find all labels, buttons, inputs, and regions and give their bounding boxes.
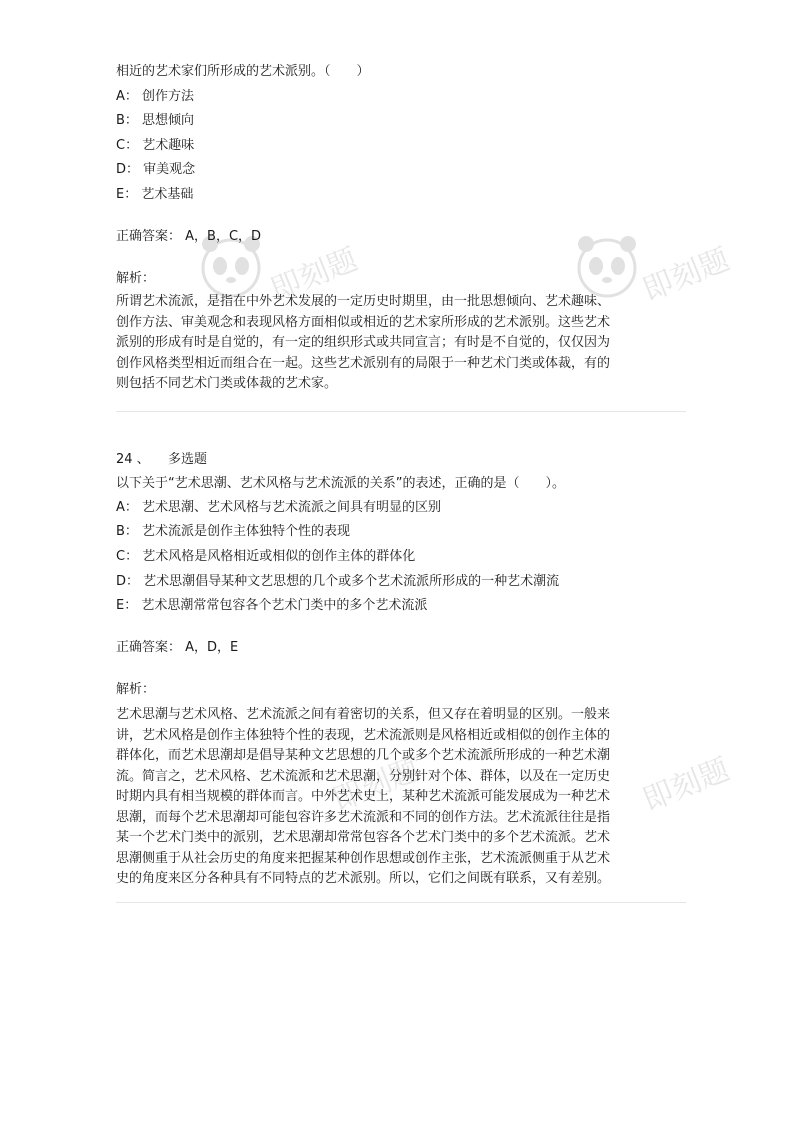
q24-analysis-line: 流。简言之，艺术风格、艺术流派和艺术思潮，分别针对个体、群体，以及在一定历史 <box>116 768 611 784</box>
q24-analysis-label: 解析： <box>116 682 156 697</box>
q24-type: 多选题 <box>167 452 207 467</box>
q24-answer: 正确答案： A，D，E <box>116 640 239 655</box>
q23-option-e: E： 艺术基础 <box>116 187 194 202</box>
q24-option-a: A： 艺术思潮、艺术风格与艺术流派之间具有明显的区别 <box>116 500 442 515</box>
q24-stem: 以下关于“艺术思潮、艺术风格与艺术流派的关系”的表述，正确的是（ ）。 <box>116 476 565 491</box>
q24-analysis-line: 思潮侧重于从社会历史的角度来把握某种创作思想或创作主张，艺术流派侧重于从艺术 <box>116 850 611 866</box>
q24-header <box>116 452 207 468</box>
q24-option-c: C： 艺术风格是风格相近或相似的创作主体的群体化 <box>116 549 416 564</box>
q24-analysis <box>116 705 682 890</box>
q24-analysis-line: 某一个艺术门类中的派别，艺术思潮却常常包容各个艺术门类中的多个艺术流派。艺术 <box>116 830 611 845</box>
q23-option-c: C： 艺术趣味 <box>116 138 195 153</box>
divider <box>116 411 686 412</box>
q23-option-a: A： 创作方法 <box>116 89 195 104</box>
q24-analysis-line: 时期内具有相当规模的群体而言。中外艺术史上，某种艺术流派可能发展成为一种艺术 <box>116 789 611 804</box>
q23-analysis-line: 所谓艺术流派，是指在中外艺术发展的一定历史时期里，由一批思想倾向、艺术趣味、 <box>116 294 611 309</box>
q24-analysis-line: 群体化，而艺术思潮却是倡导某种文艺思想的几个或多个艺术流派所形成的一种艺术潮 <box>116 748 611 763</box>
q24-number: 24 、 <box>116 452 150 467</box>
watermark-text: 即刻题 <box>266 242 363 309</box>
q24-option-d: D： 艺术思潮倡导某种文艺思想的几个或多个艺术流派所形成的一种艺术潮流 <box>116 574 560 589</box>
q23-analysis-label: 解析： <box>116 271 156 286</box>
q23-analysis-line: 创作风格类型相近而组合在一起。这些艺术派别有的局限于一种艺术门类或体裁，有的 <box>116 355 611 371</box>
q24-analysis-line: 史的角度来区分各种具有不同特点的艺术派别。所以，它们之间既有联系，又有差别。 <box>116 871 611 886</box>
divider <box>116 902 686 903</box>
q24-analysis-line: 思潮，而每个艺术思潮却可能包容许多艺术流派和不同的创作方法。艺术流派往往是指 <box>116 809 611 825</box>
q23-stem-tail: 相近的艺术家们所形成的艺术派别。（ ） <box>116 64 370 79</box>
q23-answer: 正确答案： A，B，C，D <box>116 229 262 244</box>
q23-analysis-line: 则包括不同艺术门类或体裁的艺术家。 <box>116 376 338 391</box>
q23-analysis-line: 创作方法、审美观念和表现风格方面相似或相近的艺术家所形成的艺术派别。这些艺术 <box>116 314 611 330</box>
q23-option-d: D： 审美观念 <box>116 162 196 177</box>
watermark-text: 即刻题 <box>638 242 735 309</box>
q23-analysis <box>116 292 682 395</box>
watermark-text: 即刻题 <box>638 752 735 819</box>
q23-analysis-line: 派别的形成有时是自觉的，有一定的组织形式或共同宣言；有时是不自觉的，仅仅因为 <box>116 335 611 350</box>
q24-analysis-line: 讲，艺术风格是创作主体独特个性的表现，艺术流派则是风格相近或相似的创作主体的 <box>116 727 611 743</box>
q23-option-b: B： 思想倾向 <box>116 113 195 128</box>
q24-option-b: B： 艺术流派是创作主体独特个性的表现 <box>116 524 351 539</box>
watermark-text: 即刻题 <box>328 752 425 819</box>
q24-option-e: E： 艺术思潮常常包容各个艺术门类中的多个艺术流派 <box>116 598 428 613</box>
q24-analysis-line: 艺术思潮与艺术风格、艺术流派之间有着密切的关系，但又存在着明显的区别。一般来 <box>116 707 611 722</box>
